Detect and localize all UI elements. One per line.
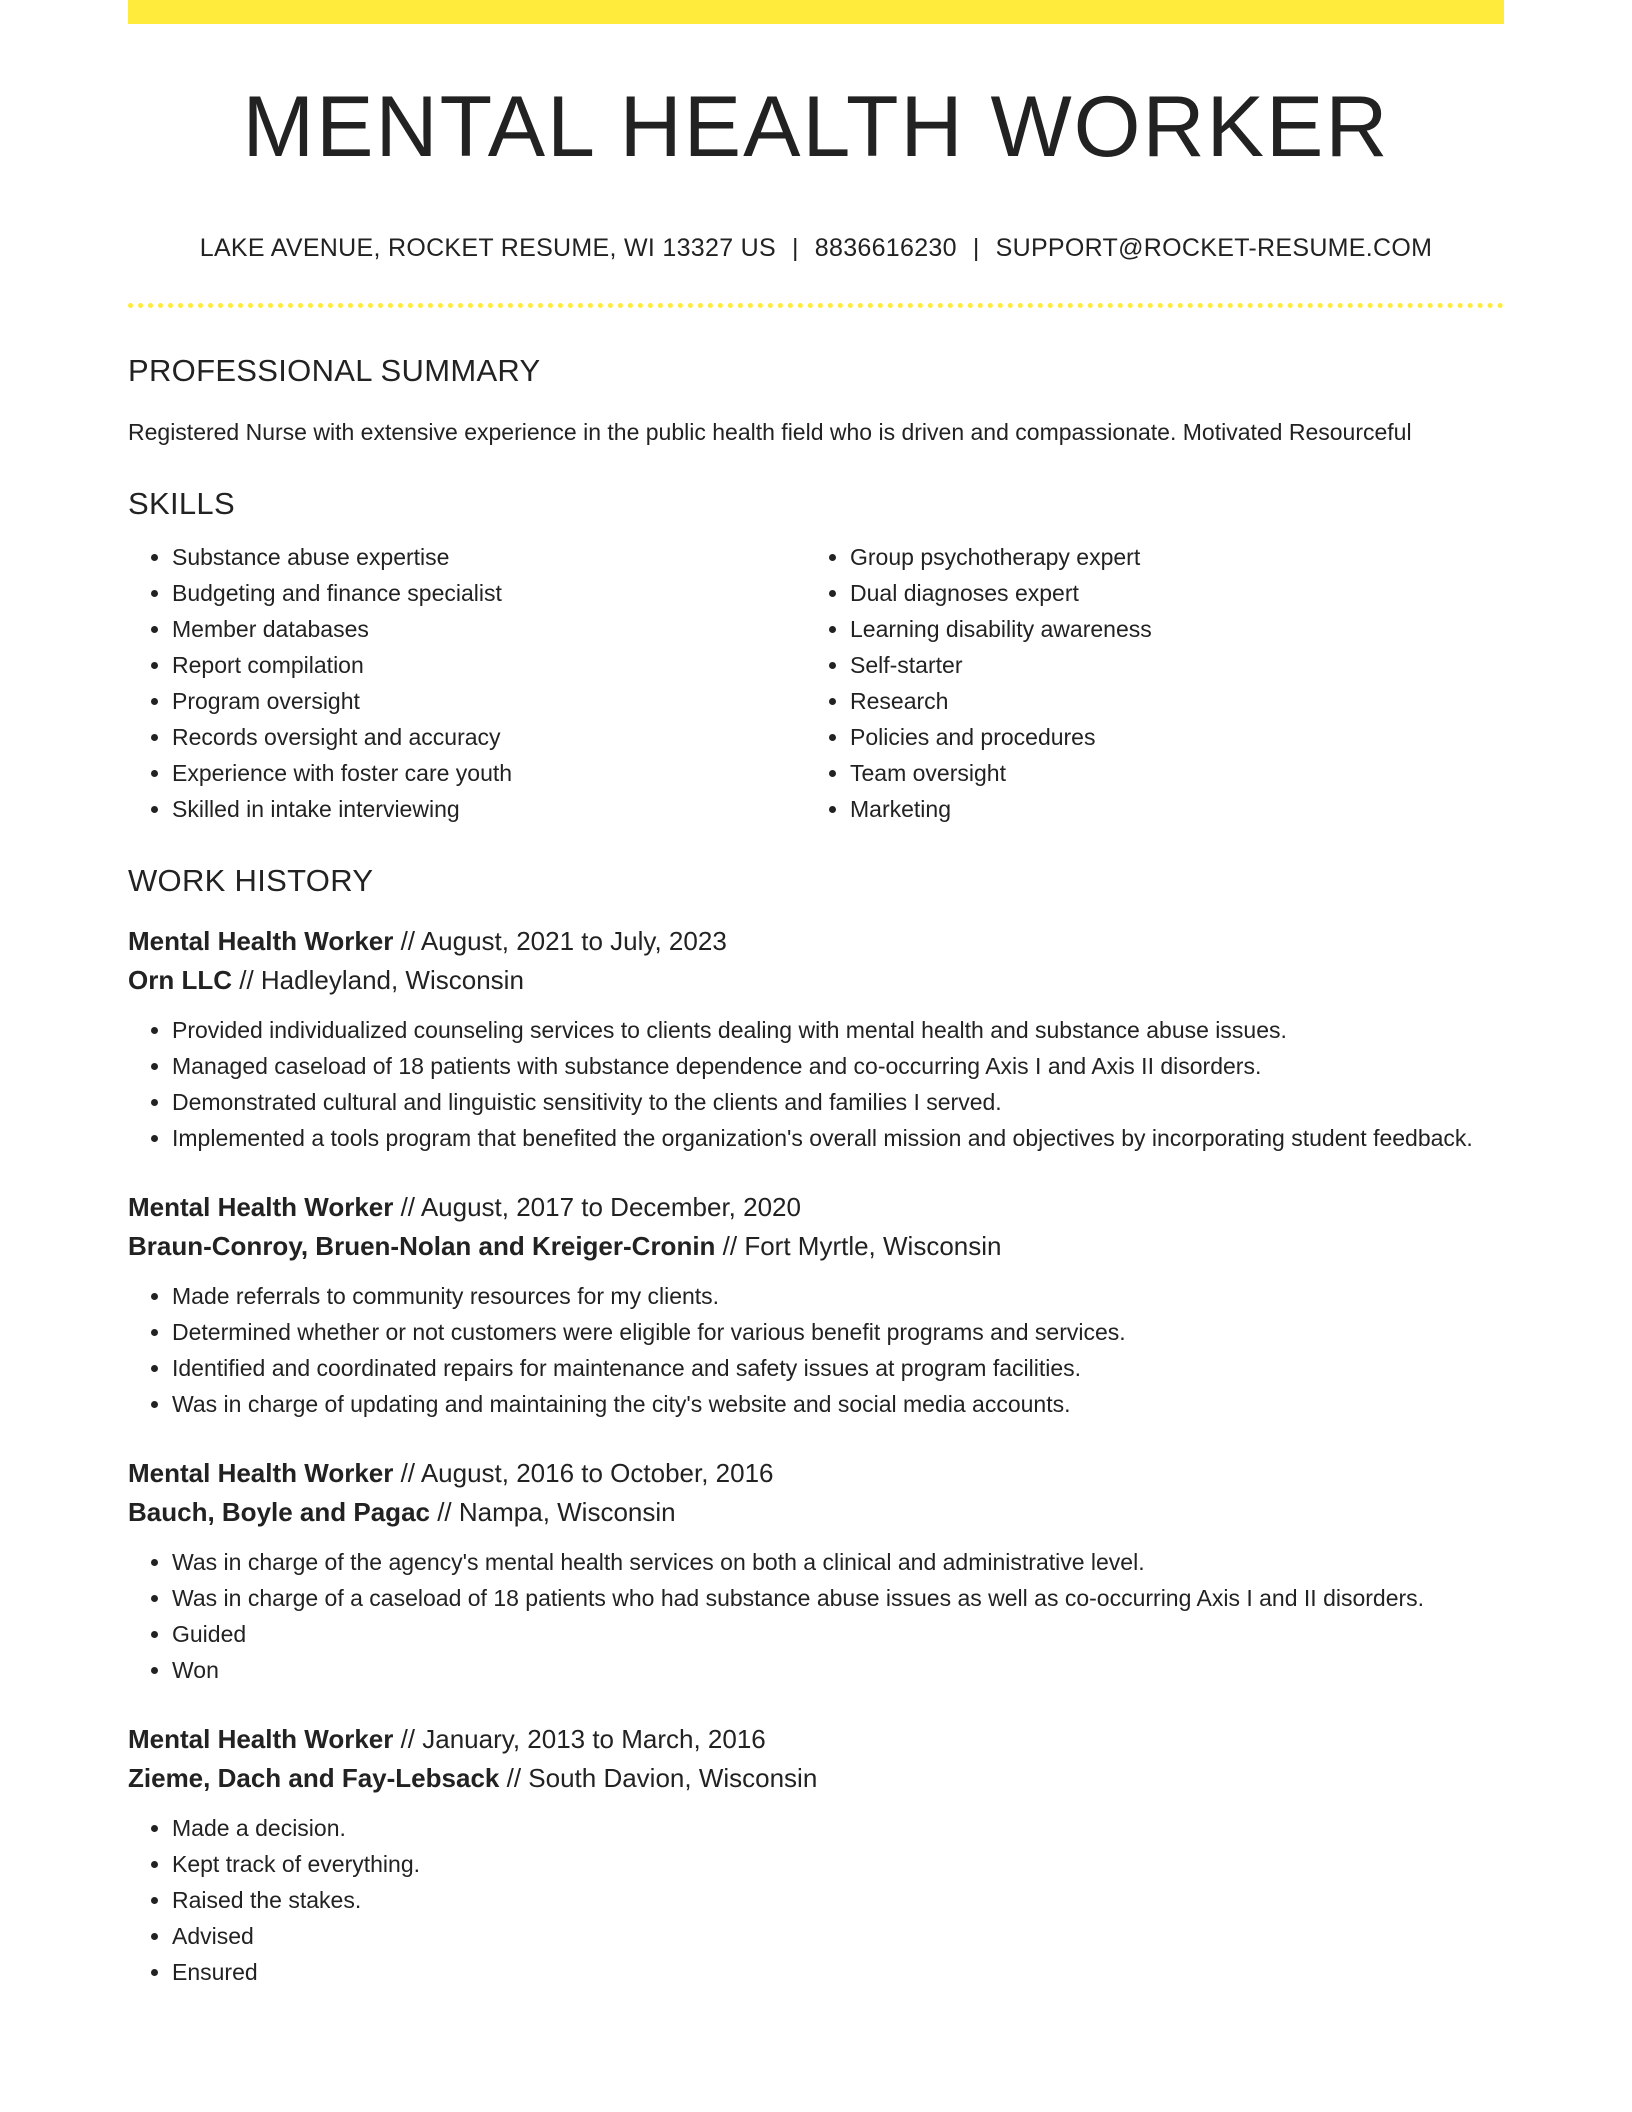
job-dates: // August, 2017 to December, 2020 bbox=[393, 1192, 801, 1222]
job-bullet-list bbox=[128, 1278, 1504, 1422]
skill-item: • Dual diagnoses expert bbox=[850, 575, 1484, 611]
job-dates: // August, 2016 to October, 2016 bbox=[393, 1458, 774, 1488]
resume-name-heading: MENTAL HEALTH WORKER bbox=[242, 79, 1390, 175]
job-company: Braun-Conroy, Bruen-Nolan and Kreiger-Cronin bbox=[128, 1231, 716, 1261]
job-company: Bauch, Boyle and Pagac bbox=[128, 1497, 430, 1527]
job-company-line bbox=[128, 1758, 1504, 1798]
skill-item: • Research bbox=[850, 683, 1484, 719]
job-entry bbox=[128, 922, 1504, 1156]
job-dates: // August, 2021 to July, 2023 bbox=[393, 926, 727, 956]
job-bullet: • Advised bbox=[172, 1918, 1504, 1954]
job-bullet: • Guided bbox=[172, 1616, 1504, 1652]
contact-email: SUPPORT@ROCKET-RESUME.COM bbox=[995, 234, 1433, 262]
job-bullet: • Demonstrated cultural and linguistic sensitivity to the clients and families I served. bbox=[172, 1084, 1504, 1120]
job-role-line bbox=[128, 1720, 1504, 1758]
skills-column-left bbox=[128, 539, 806, 827]
job-bullet: • Raised the stakes. bbox=[172, 1882, 1504, 1918]
job-entry bbox=[128, 1188, 1504, 1422]
skill-item: • Budgeting and finance specialist bbox=[172, 575, 806, 611]
contact-separator: | bbox=[972, 234, 980, 262]
skill-item: • Group psychotherapy expert bbox=[850, 539, 1484, 575]
summary-text: Registered Nurse with extensive experience in the public health field who is driven and compassionate. Motivated Resourceful bbox=[128, 419, 1412, 445]
job-bullet: • Identified and coordinated repairs for maintenance and safety issues at program facilities. bbox=[172, 1350, 1504, 1386]
job-dates: // January, 2013 to March, 2016 bbox=[393, 1724, 766, 1754]
job-role-line bbox=[128, 1454, 1504, 1492]
job-role: Mental Health Worker bbox=[128, 926, 394, 956]
job-company: Orn LLC bbox=[128, 965, 232, 995]
job-bullet: • Kept track of everything. bbox=[172, 1846, 1504, 1882]
job-location: // Hadleyland, Wisconsin bbox=[232, 965, 524, 995]
skill-item: • Policies and procedures bbox=[850, 719, 1484, 755]
dotted-divider bbox=[128, 303, 1504, 308]
skills-grid bbox=[128, 539, 1504, 827]
job-role: Mental Health Worker bbox=[128, 1458, 394, 1488]
contact-phone: 8836616230 bbox=[814, 234, 957, 262]
skill-item: • Team oversight bbox=[850, 755, 1484, 791]
job-bullet: • Implemented a tools program that benefited the organization's overall mission and objectives by incorporating student feedback. bbox=[172, 1120, 1504, 1156]
job-location: // South Davion, Wisconsin bbox=[499, 1763, 818, 1793]
job-bullet-list bbox=[128, 1012, 1504, 1156]
skill-item: • Experience with foster care youth bbox=[172, 755, 806, 791]
skills-section-title: SKILLS bbox=[128, 486, 235, 521]
job-role: Mental Health Worker bbox=[128, 1192, 394, 1222]
job-bullet: • Provided individualized counseling services to clients dealing with mental health and substance abuse issues. bbox=[172, 1012, 1504, 1048]
job-company-line bbox=[128, 1492, 1504, 1532]
skill-item: • Report compilation bbox=[172, 647, 806, 683]
job-company-line bbox=[128, 1226, 1504, 1266]
skill-item: • Self-starter bbox=[850, 647, 1484, 683]
skill-item: • Program oversight bbox=[172, 683, 806, 719]
skill-item: • Substance abuse expertise bbox=[172, 539, 806, 575]
contact-address: LAKE AVENUE, ROCKET RESUME, WI 13327 US bbox=[199, 234, 776, 262]
job-entry bbox=[128, 1720, 1504, 1990]
job-bullet: • Was in charge of updating and maintaining the city's website and social media accounts. bbox=[172, 1386, 1504, 1422]
contact-separator: | bbox=[791, 234, 799, 262]
accent-top-bar bbox=[128, 0, 1504, 24]
skill-item: • Member databases bbox=[172, 611, 806, 647]
summary-section-title: PROFESSIONAL SUMMARY bbox=[128, 353, 541, 388]
skill-item: • Learning disability awareness bbox=[850, 611, 1484, 647]
job-bullet: • Won bbox=[172, 1652, 1504, 1688]
job-bullet: • Made referrals to community resources for my clients. bbox=[172, 1278, 1504, 1314]
job-bullet: • Ensured bbox=[172, 1954, 1504, 1990]
contact-line bbox=[128, 236, 1504, 261]
job-bullet: • Was in charge of a caseload of 18 patients who had substance abuse issues as well as co-occurring Axis I and II disorders. bbox=[172, 1580, 1504, 1616]
job-role-line bbox=[128, 1188, 1504, 1226]
job-bullet-list bbox=[128, 1810, 1504, 1990]
job-role: Mental Health Worker bbox=[128, 1724, 394, 1754]
skill-item: • Marketing bbox=[850, 791, 1484, 827]
job-location: // Fort Myrtle, Wisconsin bbox=[715, 1231, 1002, 1261]
job-bullet-list bbox=[128, 1544, 1504, 1688]
job-bullet: • Determined whether or not customers were eligible for various benefit programs and services. bbox=[172, 1314, 1504, 1350]
resume-page bbox=[128, 0, 1504, 1990]
job-entry bbox=[128, 1454, 1504, 1688]
skill-item: • Records oversight and accuracy bbox=[172, 719, 806, 755]
job-role-line bbox=[128, 922, 1504, 960]
job-bullet: • Was in charge of the agency's mental health services on both a clinical and administrative level. bbox=[172, 1544, 1504, 1580]
job-company: Zieme, Dach and Fay-Lebsack bbox=[128, 1763, 500, 1793]
job-company-line bbox=[128, 960, 1504, 1000]
skill-item: • Skilled in intake interviewing bbox=[172, 791, 806, 827]
work-history-section-title: WORK HISTORY bbox=[128, 863, 374, 898]
job-location: // Nampa, Wisconsin bbox=[429, 1497, 676, 1527]
job-bullet: • Made a decision. bbox=[172, 1810, 1504, 1846]
skills-column-right bbox=[806, 539, 1484, 827]
job-bullet: • Managed caseload of 18 patients with substance dependence and co-occurring Axis I and Axis II disorders. bbox=[172, 1048, 1504, 1084]
